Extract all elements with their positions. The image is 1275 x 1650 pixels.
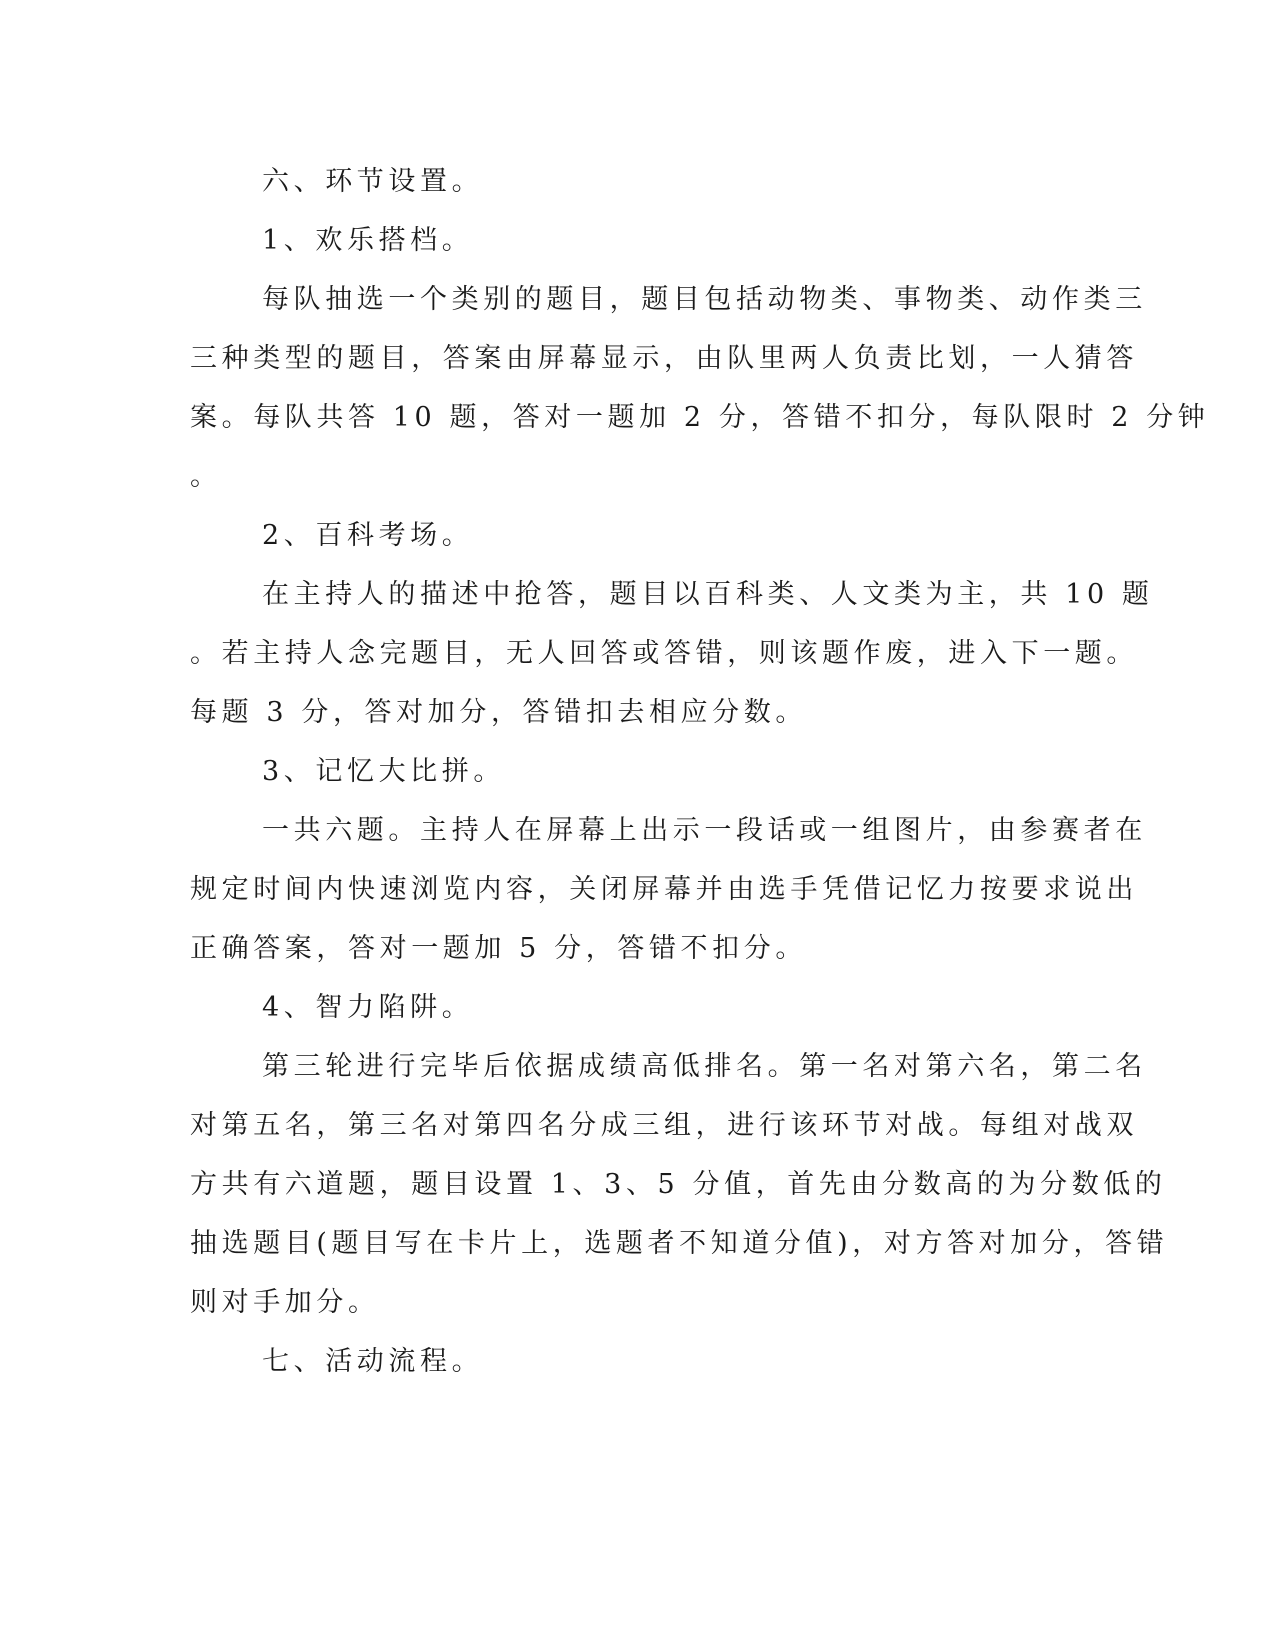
paragraph-line: 一共六题。主持人在屏幕上出示一段话或一组图片，由参赛者在	[262, 815, 1147, 846]
paragraph-line: 第三轮进行完毕后依据成绩高低排名。第一名对第六名，第二名	[262, 1051, 1147, 1082]
paragraph-line: 规定时间内快速浏览内容，关闭屏幕并由选手凭借记忆力按要求说出	[190, 874, 1138, 905]
paragraph-line: 正确答案，答对一题加 5 分，答错不扣分。	[190, 933, 807, 964]
paragraph-line: 方共有六道题，题目设置 1、3、5 分值，首先由分数高的为分数低的	[190, 1169, 1167, 1200]
paragraph-line: 案。每队共答 10 题，答对一题加 2 分，答错不扣分，每队限时 2 分钟	[190, 402, 1210, 433]
paragraph-line: 。若主持人念完题目，无人回答或答错，则该题作废，进入下一题。	[190, 638, 1138, 669]
subsection-title-2: 2、百科考场。	[262, 520, 474, 551]
subsection-title-3: 3、记忆大比拼。	[262, 756, 505, 787]
section-heading-6: 六、环节设置。	[262, 166, 484, 197]
paragraph-line: 每题 3 分，答对加分，答错扣去相应分数。	[190, 697, 807, 728]
paragraph-line: 每队抽选一个类别的题目，题目包括动物类、事物类、动作类三	[262, 284, 1147, 315]
section-heading-7: 七、活动流程。	[262, 1346, 484, 1377]
paragraph-line: 三种类型的题目，答案由屏幕显示，由队里两人负责比划，一人猜答	[190, 343, 1138, 374]
paragraph-line: 在主持人的描述中抢答，题目以百科类、人文类为主，共 10 题	[262, 579, 1154, 610]
subsection-title-1: 1、欢乐搭档。	[262, 225, 474, 256]
paragraph-line: 则对手加分。	[190, 1287, 380, 1318]
subsection-title-4: 4、智力陷阱。	[262, 992, 474, 1023]
paragraph-line: 。	[190, 461, 222, 492]
paragraph-line: 抽选题目(题目写在卡片上，选题者不知道分值)，对方答对加分，答错	[190, 1228, 1169, 1259]
paragraph-line: 对第五名，第三名对第四名分成三组，进行该环节对战。每组对战双	[190, 1110, 1138, 1141]
